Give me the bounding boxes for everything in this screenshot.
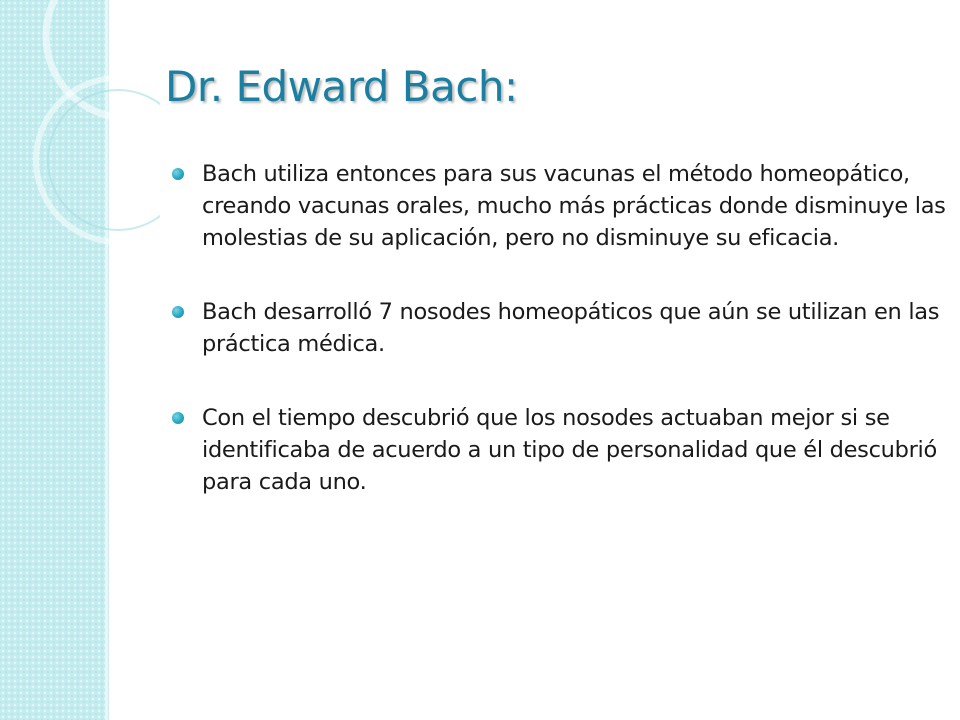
slide-title: Dr. Edward Bach: xyxy=(165,62,518,111)
decorative-rings xyxy=(0,0,160,260)
bullet-text: Bach desarrolló 7 nosodes homeopáticos que aún se utilizan en las práctica médica. xyxy=(202,299,940,357)
bullet-dot-icon xyxy=(172,412,184,424)
bullet-dot-icon xyxy=(172,168,184,180)
bullet-text: Con el tiempo descubrió que los nosodes actuaban mejor si se identificaba de acuerdo a un tipo de personalidad que él descubrió para cada uno. xyxy=(202,405,937,495)
decorative-ring-bottom xyxy=(36,78,160,242)
bullet-text: Bach utiliza entonces para sus vacunas el método homeopático, creando vacunas orales, mucho más prácticas donde disminuye las molestias de su aplicación, pero no disminuye su eficacia. xyxy=(202,161,946,251)
bullet-item xyxy=(172,402,947,498)
bullet-item xyxy=(172,296,947,360)
bullet-list xyxy=(172,158,947,540)
bullet-item xyxy=(172,158,947,254)
bullet-dot-icon xyxy=(172,306,184,318)
